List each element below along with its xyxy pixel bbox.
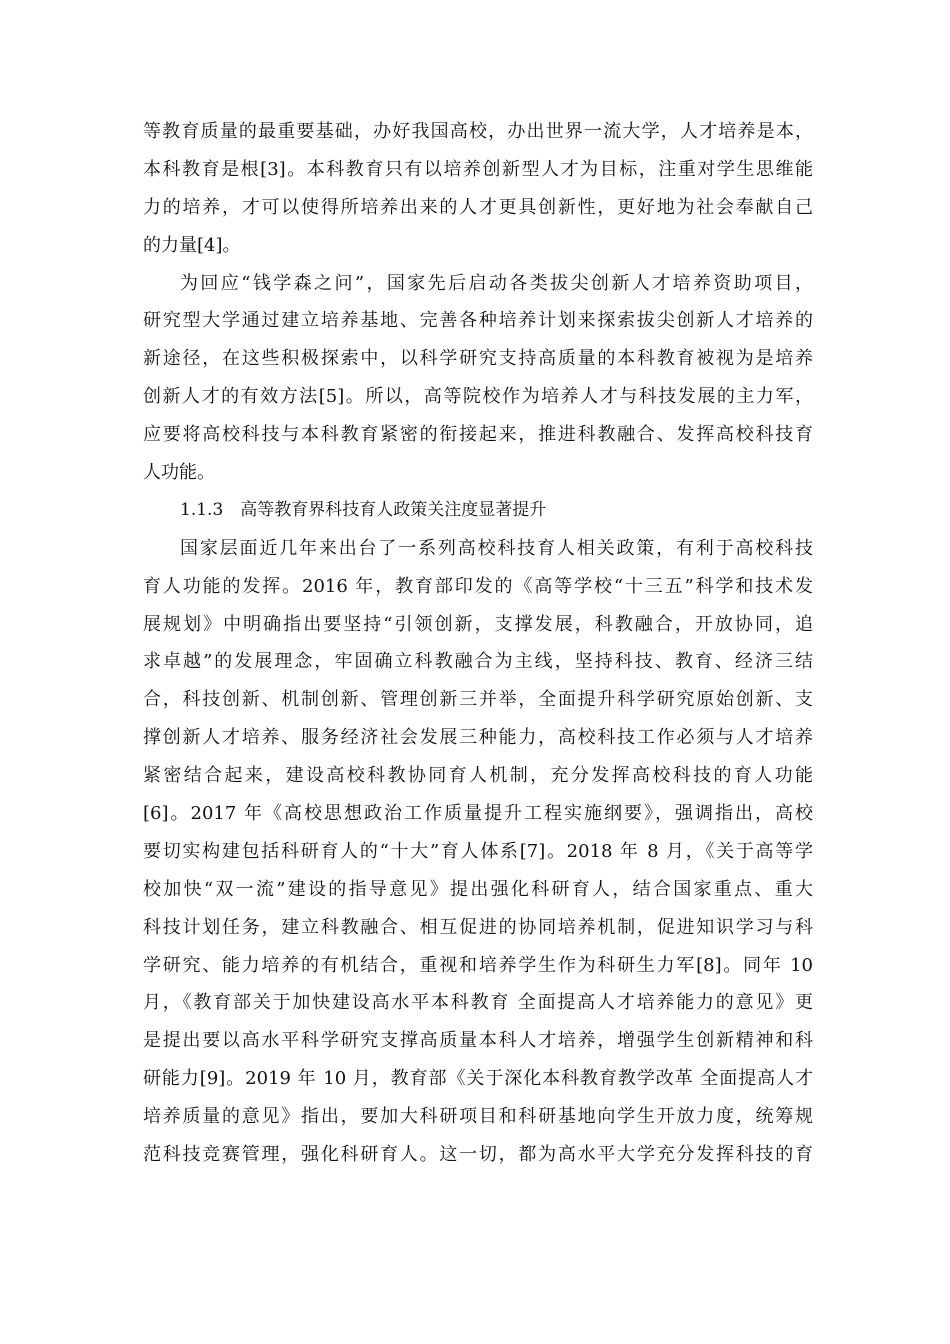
text-line: 展规划》中明确指出要坚持“引领创新，支撑发展，科教融合，开放协同，追 [143, 613, 813, 635]
text-line: 学研究、能力培养的有机结合，重视和培养学生作为科研生力军[8]。同年 10 [143, 954, 813, 976]
text-line: 范科技竞赛管理，强化科研育人。这一切，都为高水平大学充分发挥科技的育 [143, 1144, 813, 1166]
text-line: 求卓越”的发展理念，牢固确立科教融合为主线，坚持科技、教育、经济三结 [143, 651, 813, 673]
text-line: 要切实构建包括科研育人的“十大”育人体系[7]。2018 年 8 月，《关于高等学 [143, 840, 813, 862]
text-line: 本科教育是根[3]。本科教育只有以培养创新型人才为目标，注重对学生思维能 [143, 158, 813, 180]
text-line: 科技计划任务，建立科教融合、相互促进的协同培养机制，促进知识学习与科 [143, 916, 813, 938]
text-line: 合，科技创新、机制创新、管理创新三并举，全面提升科学研究原始创新、支 [143, 689, 813, 711]
text-line: 培养质量的意见》指出，要加大科研项目和科研基地向学生开放力度，统筹规 [143, 1106, 813, 1128]
text-line: 撑创新人才培养、服务经济社会发展三种能力，高校科技工作必须与人才培养 [143, 727, 813, 749]
text-line: 研能力[9]。2019 年 10 月，教育部《关于深化本科教育教学改革 全面提高人才 [143, 1068, 813, 1090]
text-line: 的力量[4]。 [143, 234, 241, 256]
text-line: 新途径，在这些积极探索中，以科学研究支持高质量的本科教育被视为是培养 [143, 348, 813, 370]
text-line: 育人功能的发挥。2016 年，教育部印发的《高等学校“十三五”科学和技术发 [143, 575, 813, 597]
section-heading: 1.1.3 高等教育界科技育人政策关注度显著提升 [180, 499, 547, 520]
text-line: 等教育质量的最重要基础，办好我国高校，办出世界一流大学，人才培养是本， [143, 121, 813, 142]
text-line: 是提出要以高水平科学研究支撑高质量本科人才培养，增强学生创新精神和科 [143, 1030, 813, 1052]
text-line: [6]。2017 年《高校思想政治工作质量提升工程实施纲要》，强调指出，高校 [143, 803, 813, 825]
text-line: 校加快“双一流”建设的指导意见》提出强化科研育人，结合国家重点、重大 [143, 878, 813, 900]
text-line: 月，《教育部关于加快建设高水平本科教育 全面提高人才培养能力的意见》更 [143, 992, 813, 1014]
paragraph-first-line: 国家层面近几年来出台了一系列高校科技育人相关政策，有利于高校科技 [180, 537, 813, 559]
text-line: 应要将高校科技与本科教育紧密的衔接起来，推进科教融合、发挥高校科技育 [143, 424, 813, 446]
paragraph-first-line: 为回应“钱学森之问”，国家先后启动各类拔尖创新人才培养资助项目， [180, 272, 813, 294]
text-line: 创新人才的有效方法[5]。所以，高等院校作为培养人才与科技发展的主力军， [143, 386, 813, 408]
body-text [143, 113, 813, 1174]
text-line: 力的培养，才可以使得所培养出来的人才更具创新性，更好地为社会奉献自己 [143, 196, 813, 218]
text-line: 紧密结合起来，建设高校科教协同育人机制，充分发挥高校科技的育人功能 [143, 765, 813, 787]
text-line: 人功能。 [143, 462, 215, 484]
text-line: 研究型大学通过建立培养基地、完善各种培养计划来探索拔尖创新人才培养的 [143, 310, 813, 332]
